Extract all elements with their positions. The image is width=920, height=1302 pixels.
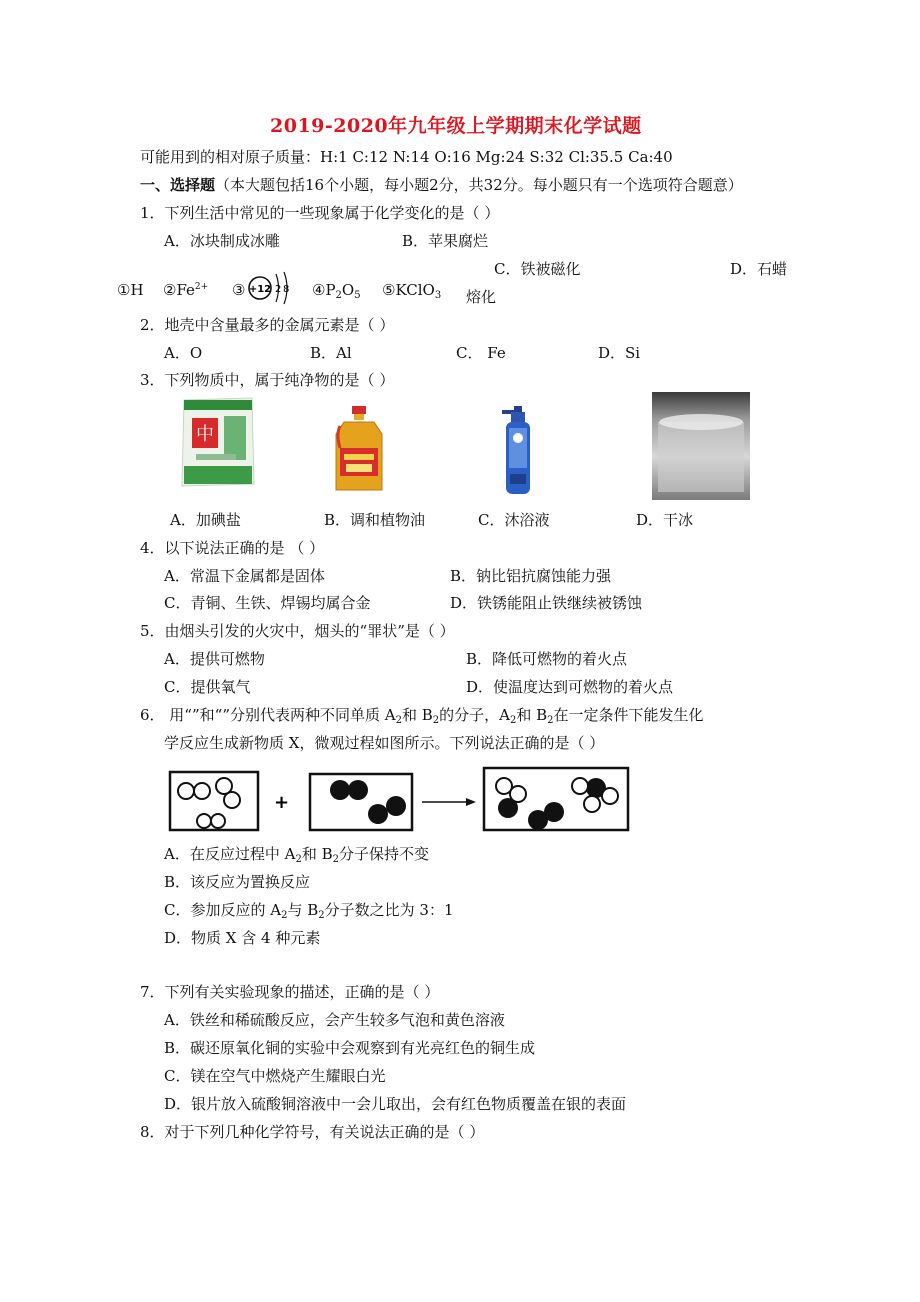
q1-option-c: C．铁被磁化 bbox=[494, 260, 581, 278]
q3-option-c: C．沐浴液 bbox=[478, 511, 550, 529]
q6-a-sub-2: 2 bbox=[332, 854, 339, 865]
symbol-p2o5-sub1: 2 bbox=[335, 290, 342, 301]
q6-a-sub-1: 2 bbox=[295, 854, 302, 865]
symbol-fe2 bbox=[163, 280, 208, 300]
q2-stem: 2．地壳中含量最多的金属元素是（ ） bbox=[140, 316, 395, 334]
symbol-kclo3 bbox=[382, 280, 441, 300]
q4-option-c: C．青铜、生铁、焊锡均属合金 bbox=[164, 594, 371, 612]
plus-sign: + bbox=[274, 792, 290, 813]
nucleus-charge: +12 bbox=[248, 284, 272, 295]
q6-a-text-3: 分子保持不变 bbox=[338, 845, 429, 863]
q6-text-3: 的分子，A bbox=[439, 706, 510, 724]
symbol-p2o5-sub2: 5 bbox=[354, 290, 361, 301]
q2-option-d: D．Si bbox=[598, 344, 641, 362]
section-instructions: （本大题包括16个小题，每小题2分，共32分。每小题只有一个选项符合题意） bbox=[215, 176, 743, 194]
q6-text-1: 6． 用“”和“”分别代表两种不同单质 A bbox=[140, 706, 396, 724]
q2-option-a: A．O bbox=[164, 344, 203, 362]
q3-option-b: B．调和植物油 bbox=[324, 511, 426, 529]
q3-option-a: A．加碘盐 bbox=[170, 511, 241, 529]
q7-option-d: D．银片放入硫酸铜溶液中一会儿取出，会有红色物质覆盖在银的表面 bbox=[164, 1095, 627, 1113]
q7-option-b: B．碳还原氧化铜的实验中会观察到有光亮红色的铜生成 bbox=[164, 1039, 536, 1057]
vegetable-oil-bottle-image bbox=[330, 404, 388, 494]
q5-stem: 5．由烟头引发的火灾中，烟头的“罪状”是（ ） bbox=[140, 622, 455, 640]
q6-text-5: 在一定条件下能发生化 bbox=[553, 706, 704, 724]
q2-option-b: B．Al bbox=[310, 344, 352, 362]
q4-stem: 4．以下说法正确的是 （ ） bbox=[140, 539, 325, 557]
symbol-kclo3-sub: 3 bbox=[434, 290, 442, 301]
q6-option-a bbox=[164, 844, 429, 864]
q6-sub-4: 2 bbox=[547, 715, 554, 726]
q6-text-4: 和 B bbox=[516, 706, 548, 724]
symbol-kclo3-base: ⑤KClO bbox=[382, 281, 435, 299]
section-title: 一、选择题 bbox=[140, 176, 216, 194]
q6-stem-line2: 学反应生成新物质 X，微观过程如图所示。下列说法正确的是（ ） bbox=[164, 734, 605, 752]
shell-2-electrons: 8 bbox=[283, 284, 290, 295]
q6-a-text-1: A．在反应过程中 A bbox=[164, 845, 296, 863]
q4-option-d: D．铁锈能阻止铁继续被锈蚀 bbox=[450, 594, 643, 612]
q7-option-a: A．铁丝和稀硫酸反应，会产生较多气泡和黄色溶液 bbox=[164, 1011, 505, 1029]
q5-option-a: A．提供可燃物 bbox=[164, 650, 265, 668]
q4-option-b: B．钠比铝抗腐蚀能力强 bbox=[450, 567, 612, 585]
reaction-diagram bbox=[160, 762, 640, 836]
q6-sub-1: 2 bbox=[395, 715, 402, 726]
q3-stem: 3．下列物质中，属于纯净物的是（ ） bbox=[140, 371, 395, 389]
q1-option-d-continued: 熔化 bbox=[466, 288, 497, 306]
reactant-a2-box bbox=[170, 772, 258, 830]
q7-option-c: C．镁在空气中燃烧产生耀眼白光 bbox=[164, 1067, 386, 1085]
symbol-h: ①H bbox=[117, 281, 144, 299]
q5-option-d: D．使温度达到可燃物的着火点 bbox=[466, 678, 674, 696]
symbol-fe2-base: ②Fe bbox=[163, 281, 195, 299]
iodized-salt-bag-image bbox=[178, 396, 258, 488]
reaction-arrow bbox=[422, 798, 476, 806]
q6-a-text-2: 和 B bbox=[301, 845, 333, 863]
symbol-p2o5-p: ④P bbox=[312, 281, 336, 299]
magnesium-atom-structure-diagram bbox=[246, 268, 296, 308]
symbol-fe2-charge: 2+ bbox=[194, 282, 209, 292]
q6-sub-2: 2 bbox=[432, 715, 440, 726]
q8-stem: 8．对于下列几种化学符号，有关说法正确的是（ ） bbox=[140, 1123, 485, 1141]
product-box bbox=[484, 768, 628, 830]
q6-c-sub-2: 2 bbox=[318, 910, 325, 921]
q2-option-c: C． Fe bbox=[456, 344, 506, 362]
q6-c-text-3: 分子数之比为 3：1 bbox=[324, 901, 454, 919]
q3-option-d: D．干冰 bbox=[636, 511, 694, 529]
q6-option-c bbox=[164, 900, 454, 920]
symbol-3-label: ③ bbox=[232, 281, 246, 299]
q1-option-d: D．石蜡 bbox=[730, 260, 788, 278]
shell-1-electrons: 2 bbox=[275, 284, 282, 295]
q4-option-a: A．常温下金属都是固体 bbox=[164, 567, 325, 585]
dry-ice-image bbox=[652, 392, 750, 500]
section-heading bbox=[140, 175, 743, 195]
q6-option-b: B．该反应为置换反应 bbox=[164, 873, 311, 891]
q6-c-text-2: 与 B bbox=[287, 901, 319, 919]
page-title: 2019-2020年九年级上学期期末化学试题 bbox=[270, 115, 642, 137]
q1-option-b: B．苹果腐烂 bbox=[402, 232, 489, 250]
symbol-p2o5-o: O bbox=[341, 281, 355, 299]
q6-c-sub-1: 2 bbox=[281, 910, 288, 921]
atomic-masses: 可能用到的相对原子质量：H:1 C:12 N:14 O:16 Mg:24 S:32 Cl:35.5 Ca:40 bbox=[140, 148, 673, 166]
q1-stem: 1．下列生活中常见的一些现象属于化学变化的是（ ） bbox=[140, 204, 500, 222]
q6-sub-3: 2 bbox=[509, 715, 517, 726]
symbol-p2o5 bbox=[312, 280, 361, 300]
svg-text:中: 中 bbox=[196, 424, 214, 445]
reactant-b2-box bbox=[310, 774, 412, 830]
q6-option-d: D．物质 X 含 4 种元素 bbox=[164, 929, 321, 947]
q5-option-b: B．降低可燃物的着火点 bbox=[466, 650, 628, 668]
shower-gel-bottle-image bbox=[498, 404, 538, 496]
q6-text-2: 和 B bbox=[401, 706, 433, 724]
q5-option-c: C．提供氧气 bbox=[164, 678, 251, 696]
q6-c-text-1: C．参加反应的 A bbox=[164, 901, 282, 919]
q6-stem-line1 bbox=[140, 705, 704, 725]
q1-option-a: A．冰块制成冰雕 bbox=[164, 232, 280, 250]
q7-stem: 7．下列有关实验现象的描述，正确的是（ ） bbox=[140, 983, 440, 1001]
